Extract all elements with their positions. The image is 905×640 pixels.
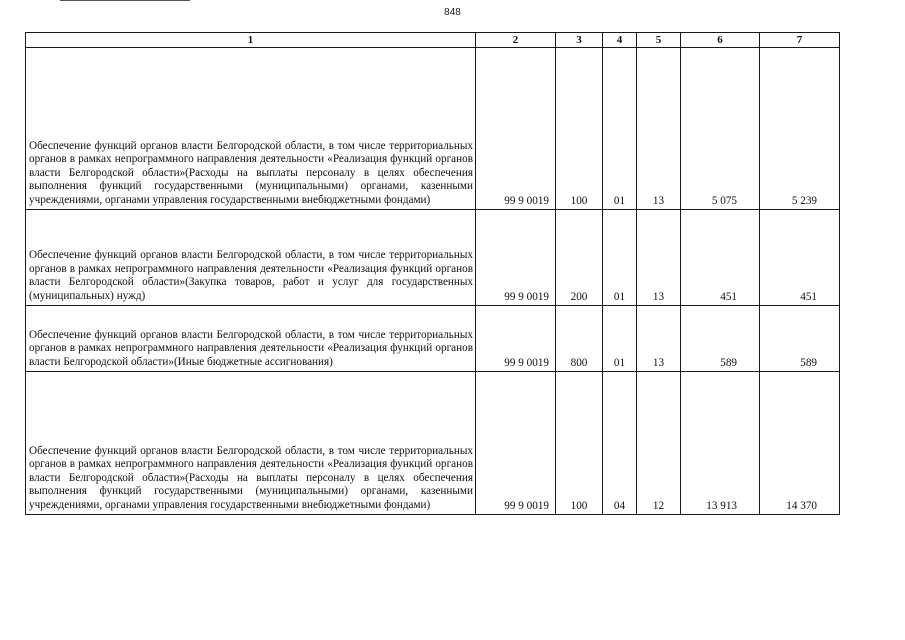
row-subsection: 13 <box>637 210 681 306</box>
row-amount-2: 451 <box>760 210 840 306</box>
top-rule <box>60 0 190 1</box>
row-description: Обеспечение функций органов власти Белгородской области, в том числе территориальных органов в рамках непрограммного направления деятельности «Реализация функций органов власти Белгородской области»(Закупка товаров, работ и услуг для государственных (муниципальных) нужд) <box>26 210 476 306</box>
column-header-section: 4 <box>603 33 637 48</box>
row-amount-2: 5 239 <box>760 48 840 210</box>
row-expense-type: 200 <box>556 210 603 306</box>
row-expense-type: 100 <box>556 48 603 210</box>
table-row <box>26 210 840 306</box>
budget-table <box>25 32 840 515</box>
row-code: 99 9 0019 <box>476 48 556 210</box>
row-expense-type: 100 <box>556 372 603 515</box>
row-subsection: 13 <box>637 48 681 210</box>
row-amount-1: 589 <box>681 306 760 372</box>
row-amount-2: 589 <box>760 306 840 372</box>
table-row <box>26 306 840 372</box>
row-section: 01 <box>603 306 637 372</box>
row-subsection: 12 <box>637 372 681 515</box>
column-header-description: 1 <box>26 33 476 48</box>
row-code: 99 9 0019 <box>476 210 556 306</box>
row-amount-1: 13 913 <box>681 372 760 515</box>
column-header-expense-type: 3 <box>556 33 603 48</box>
row-subsection: 13 <box>637 306 681 372</box>
table-row <box>26 48 840 210</box>
row-section: 04 <box>603 372 637 515</box>
row-section: 01 <box>603 210 637 306</box>
row-expense-type: 800 <box>556 306 603 372</box>
row-amount-1: 5 075 <box>681 48 760 210</box>
row-description: Обеспечение функций органов власти Белгородской области, в том числе территориальных органов в рамках непрограммного направления деятельности «Реализация функций органов власти Белгородской области»(Расходы на выплаты персоналу в целях обеспечения выполнения функций государственными (муниципальными) органами, казенными учреждениями, органами управления государственными внебюджетными фондами) <box>26 48 476 210</box>
row-amount-1: 451 <box>681 210 760 306</box>
table-row <box>26 372 840 515</box>
row-amount-2: 14 370 <box>760 372 840 515</box>
row-description: Обеспечение функций органов власти Белгородской области, в том числе территориальных органов в рамках непрограммного направления деятельности «Реализация функций органов власти Белгородской области»(Иные бюджетные ассигнования) <box>26 306 476 372</box>
column-header-code: 2 <box>476 33 556 48</box>
row-code: 99 9 0019 <box>476 372 556 515</box>
column-header-amount-2: 7 <box>760 33 840 48</box>
row-section: 01 <box>603 48 637 210</box>
column-header-subsection: 5 <box>637 33 681 48</box>
page-number: 848 <box>444 7 461 18</box>
row-description: Обеспечение функций органов власти Белгородской области, в том числе территориальных органов в рамках непрограммного направления деятельности «Реализация функций органов власти Белгородской области»(Расходы на выплаты персоналу в целях обеспечения выполнения функций государственными (муниципальными) органами, казенными учреждениями, органами управления государственными внебюджетными фондами) <box>26 372 476 515</box>
column-header-amount-1: 6 <box>681 33 760 48</box>
header-row <box>26 33 840 48</box>
row-code: 99 9 0019 <box>476 306 556 372</box>
